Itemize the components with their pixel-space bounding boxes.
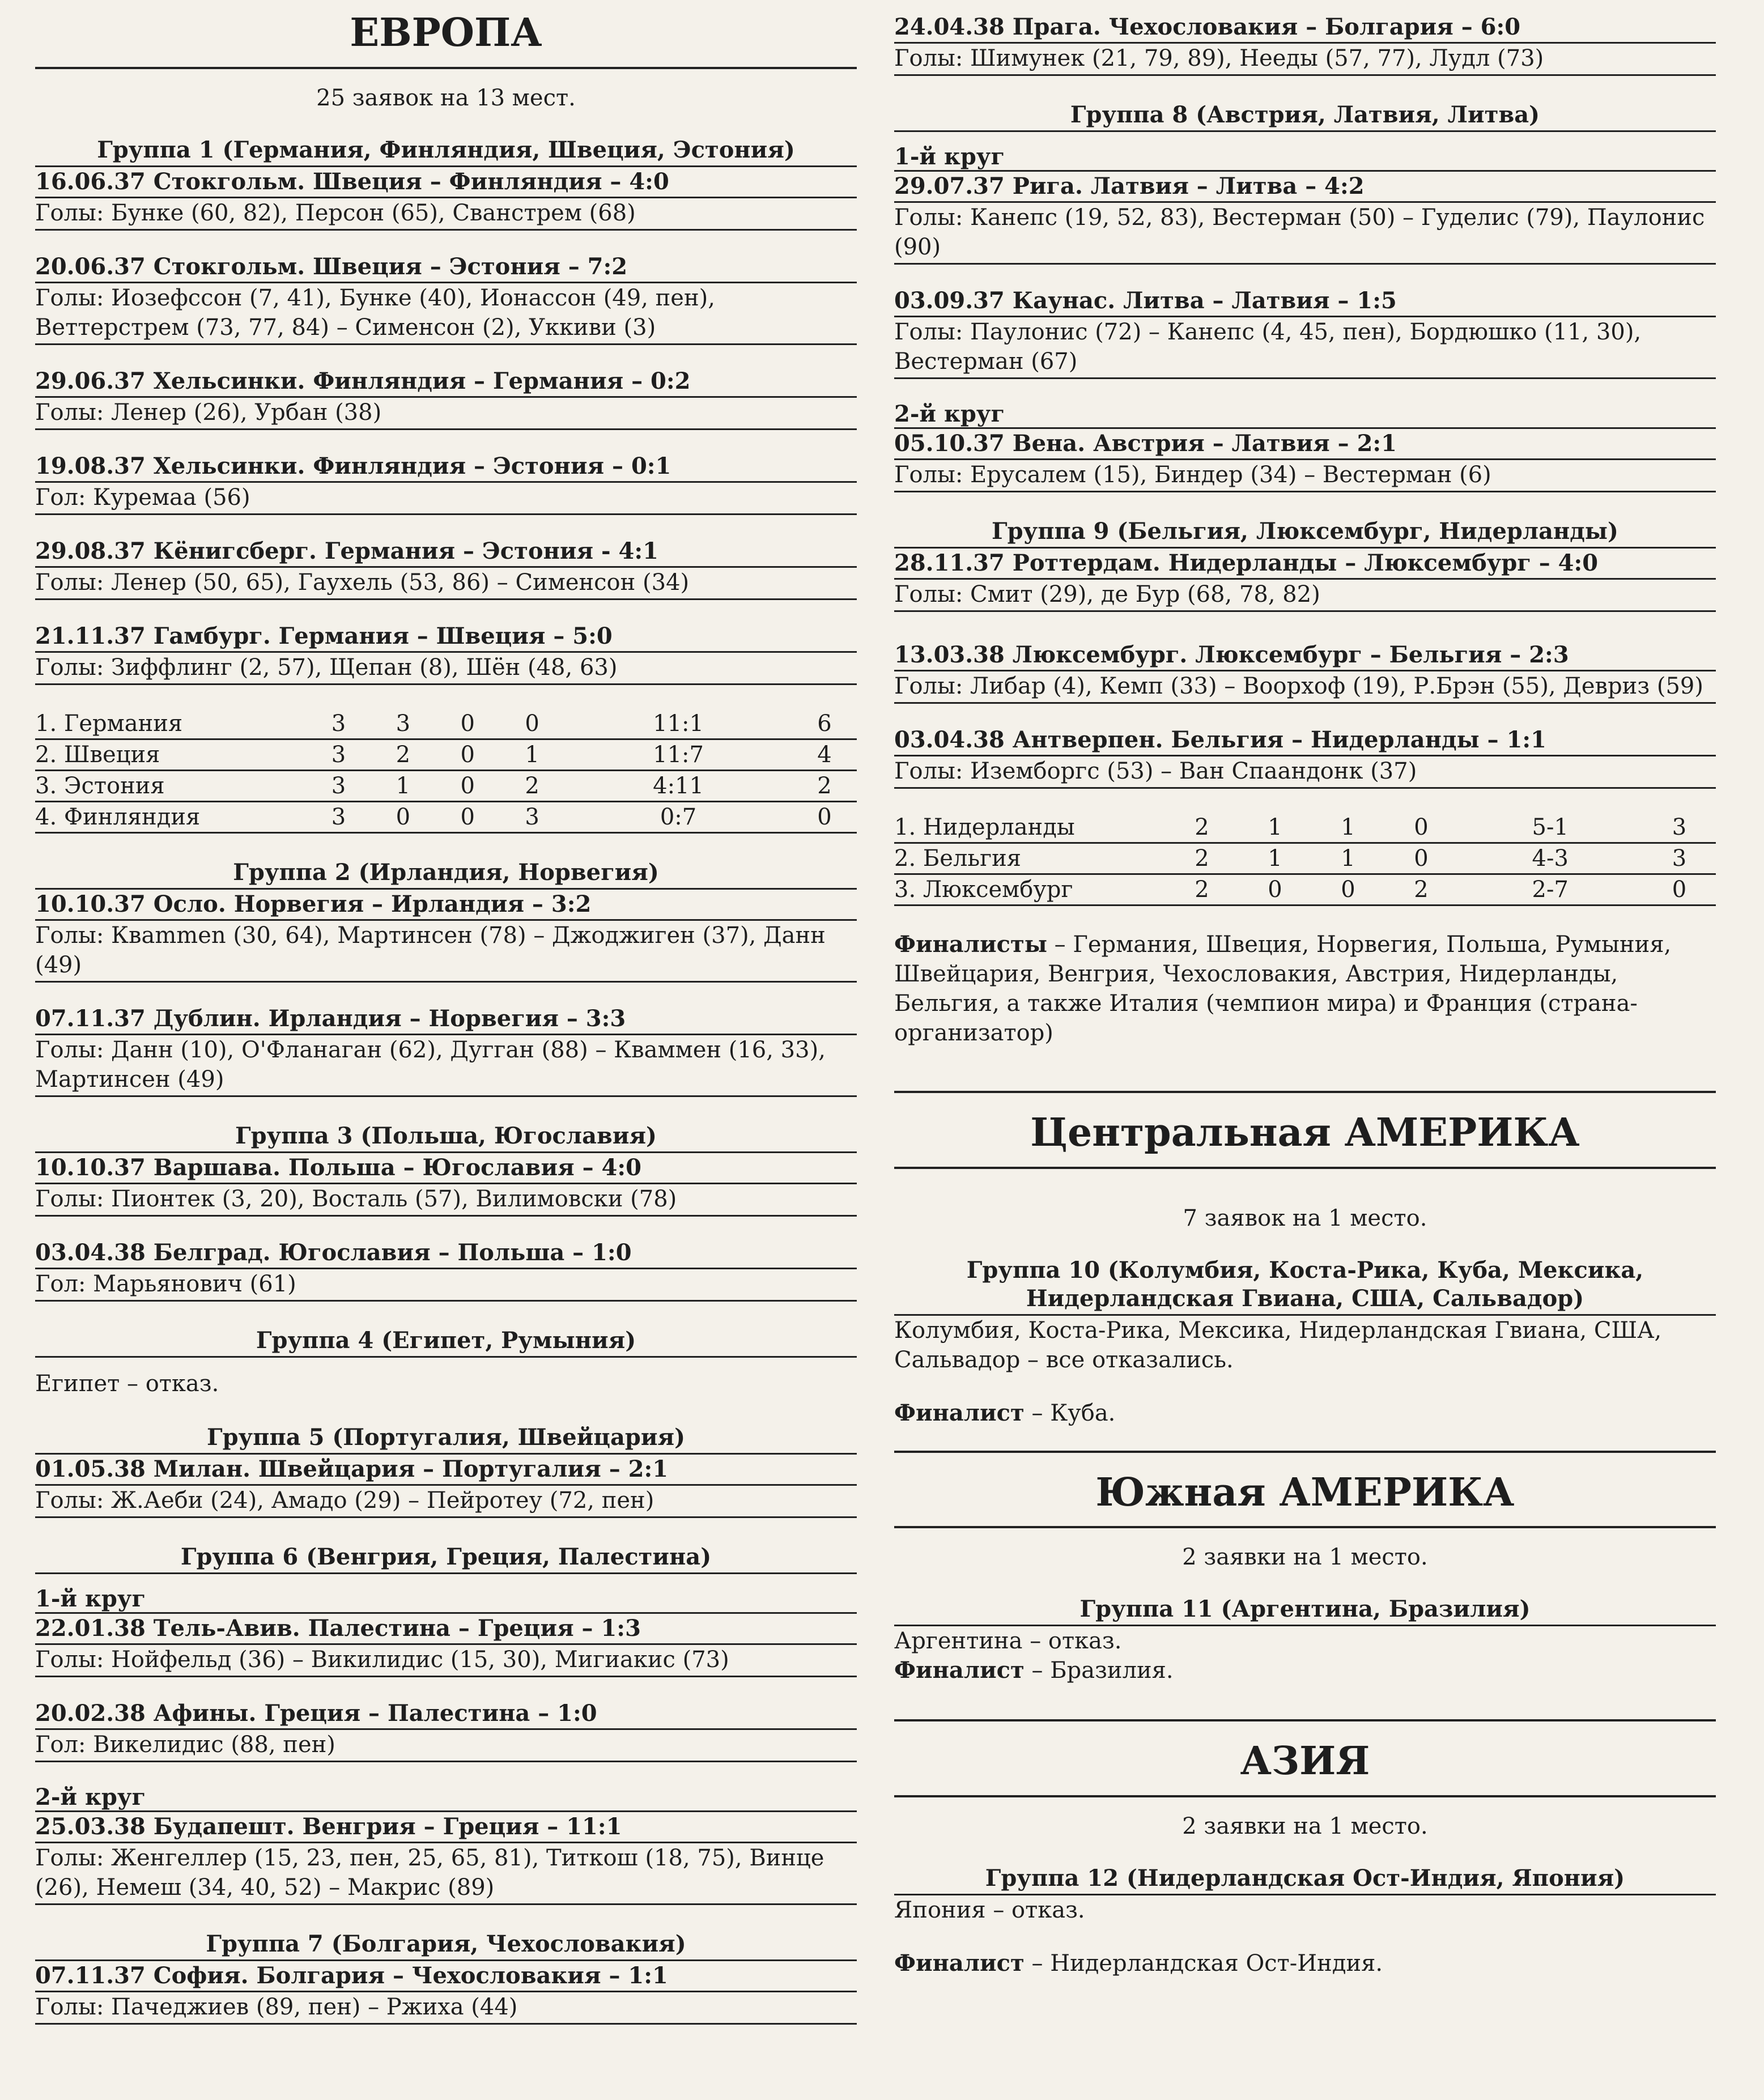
match: 22.01.38 Тель-Авив. Палестина – Греция – 1:3	[35, 1614, 857, 1645]
finalist-label: Финалист	[894, 1399, 1025, 1426]
match: 20.02.38 Афины. Греция – Палестина – 1:0	[35, 1699, 857, 1730]
cell: 6	[792, 709, 857, 739]
team: 4. Финляндия	[35, 801, 307, 832]
team: 3. Эстония	[35, 770, 307, 801]
europe-finalists	[894, 930, 1716, 1048]
right-column	[894, 0, 1716, 1978]
asia-finalist	[894, 1949, 1716, 1978]
cell: 2	[500, 770, 564, 801]
match: 20.06.37 Стокгольм. Швеция – Эстония – 7:2	[35, 252, 857, 283]
team: 2. Бельгия	[894, 843, 1166, 874]
group-2-title: Группа 2 (Ирландия, Норвегия)	[35, 858, 857, 890]
goals: Голы: Зиффлинг (2, 57), Щепан (8), Шён (48, 63)	[35, 653, 857, 685]
group-1-title: Группа 1 (Германия, Финляндия, Швеция, Эстония)	[35, 136, 857, 167]
cell: 0	[1385, 813, 1458, 843]
group-1-standings	[35, 709, 857, 834]
group-7-title: Группа 7 (Болгария, Чехословакия)	[35, 1930, 857, 1961]
cell: 0	[1385, 843, 1458, 874]
goals: Голы: Нойфельд (36) – Викилидис (15, 30), Мигиакис (73)	[35, 1645, 857, 1677]
left-column	[35, 0, 857, 2025]
finalist-text: – Нидерландская Ост-Индия.	[1024, 1950, 1383, 1976]
goals: Голы: Ленер (50, 65), Гаухель (53, 86) – Сименсон (34)	[35, 568, 857, 600]
cell: 2	[792, 770, 857, 801]
cell: 0	[1312, 874, 1385, 906]
team: 1. Нидерланды	[894, 813, 1166, 843]
region-subtitle-central-america: 7 заявок на 1 место.	[1183, 1205, 1427, 1231]
match: 29.07.37 Рига. Латвия – Литва – 4:2	[894, 172, 1716, 203]
finalist-text: – Куба.	[1024, 1400, 1116, 1426]
group-4-title: Группа 4 (Египет, Румыния)	[35, 1327, 857, 1358]
goals: Голы: Канепс (19, 52, 83), Вестерман (50) – Гуделис (79), Паулонис (90)	[894, 203, 1716, 265]
finalists-text: – Германия, Швеция, Норвегия, Польша, Румыния, Швейцария, Венгрия, Чехословакия, Австрия, Нидерланды, Бельгия, а также Италия (чемпион мира) и Франция (страна-организатор)	[894, 932, 1672, 1046]
group-6-title: Группа 6 (Венгрия, Греция, Палестина)	[35, 1543, 857, 1574]
team: 1. Германия	[35, 709, 307, 739]
finalists-label: Финалисты	[894, 931, 1047, 958]
match: 03.04.38 Антверпен. Бельгия – Нидерланды – 1:1	[894, 725, 1716, 756]
cell: 1	[1239, 843, 1312, 874]
cell: 2	[1166, 843, 1239, 874]
goals: Гол: Викелидис (88, пен)	[35, 1730, 857, 1762]
cell: 3	[1643, 813, 1716, 843]
cell: 3	[371, 709, 435, 739]
cell: 4	[792, 739, 857, 770]
cell: 0	[435, 709, 500, 739]
cell: 3	[307, 709, 371, 739]
cell: 11:7	[564, 739, 792, 770]
cell: 2	[1166, 813, 1239, 843]
cell: 0	[1239, 874, 1312, 906]
match: 01.05.38 Милан. Швейцария – Португалия – 2:1	[35, 1455, 857, 1486]
match: 21.11.37 Гамбург. Германия – Швеция – 5:0	[35, 622, 857, 653]
spacer	[894, 1048, 1716, 1082]
group-9-title: Группа 9 (Бельгия, Люксембург, Нидерланды)	[894, 517, 1716, 549]
cell: 0	[500, 709, 564, 739]
cell: 4:11	[564, 770, 792, 801]
standings-row	[894, 813, 1716, 843]
match: 25.03.38 Будапешт. Венгрия – Греция – 11:1	[35, 1812, 857, 1843]
cell: 2-7	[1458, 874, 1643, 906]
round-label: 2-й круг	[35, 1784, 857, 1812]
goals: Голы: Паулонис (72) – Канепс (4, 45, пен), Бордюшко (11, 30), Вестерман (67)	[894, 317, 1716, 379]
goals: Голы: Шимунек (21, 79, 89), Нееды (57, 77), Лудл (73)	[894, 44, 1716, 76]
cell: 1	[1312, 813, 1385, 843]
match: 16.06.37 Стокгольм. Швеция – Финляндия – 4:0	[35, 167, 857, 198]
group-3-title: Группа 3 (Польша, Югославия)	[35, 1122, 857, 1153]
goals: Голы: Иозефссон (7, 41), Бунке (40), Ионассон (49, пен), Веттерстрем (73, 77, 84) – Сименсон (2), Уккиви (3)	[35, 283, 857, 345]
region-subtitle-asia: 2 заявки на 1 место.	[1182, 1813, 1428, 1839]
goals: Голы: Пачеджиев (89, пен) – Ржиха (44)	[35, 1992, 857, 2025]
group-5-title: Группа 5 (Португалия, Швейцария)	[35, 1423, 857, 1455]
cell: 1	[1312, 843, 1385, 874]
region-title-central-america: Центральная АМЕРИКА	[894, 1091, 1716, 1169]
cell: 0	[435, 770, 500, 801]
cell: 1	[371, 770, 435, 801]
group-11-text: Аргентина – отказ.	[894, 1628, 1122, 1655]
region-title-south-america: Южная АМЕРИКА	[894, 1451, 1716, 1529]
cell: 0	[371, 801, 435, 832]
group-11-title: Группа 11 (Аргентина, Бразилия)	[894, 1595, 1716, 1626]
cell: 3	[307, 801, 371, 832]
group-10-title: Группа 10 (Колумбия, Коста-Рика, Куба, Мексика, Нидерландская Гвиана, США, Сальвадор)	[894, 1256, 1716, 1316]
goals: Голы: Бунке (60, 82), Персон (65), Сванстрем (68)	[35, 198, 857, 231]
team: 2. Швеция	[35, 739, 307, 770]
region-title-europe: ЕВРОПА	[35, 0, 857, 69]
round-label: 2-й круг	[894, 401, 1716, 429]
match: 10.10.37 Осло. Норвегия – Ирландия – 3:2	[35, 890, 857, 921]
south-america-finalist	[894, 1656, 1716, 1685]
match: 07.11.37 София. Болгария – Чехословакия – 1:1	[35, 1961, 857, 1992]
cell: 2	[1166, 874, 1239, 906]
goals: Гол: Марьянович (61)	[35, 1269, 857, 1302]
goals: Голы: Женгеллер (15, 23, пен, 25, 65, 81), Титкош (18, 75), Винце (26), Немеш (34, 40, 52) – Макрис (89)	[35, 1843, 857, 1905]
central-america-finalist	[894, 1398, 1716, 1428]
region-subtitle-south-america: 2 заявки на 1 место.	[1182, 1544, 1428, 1571]
cell: 1	[500, 739, 564, 770]
cell: 0	[435, 801, 500, 832]
standings-row	[35, 709, 857, 739]
group-12-text: Япония – отказ.	[894, 1897, 1085, 1923]
match: 05.10.37 Вена. Австрия – Латвия – 2:1	[894, 429, 1716, 460]
group-12-title: Группа 12 (Нидерландская Ост-Индия, Япония)	[894, 1864, 1716, 1895]
goals: Голы: Ленер (26), Урбан (38)	[35, 398, 857, 430]
round-label: 1-й круг	[35, 1585, 857, 1614]
goals: Голы: Ж.Аеби (24), Амадо (29) – Пейротеу (72, пен)	[35, 1486, 857, 1518]
cell: 5-1	[1458, 813, 1643, 843]
cell: 3	[500, 801, 564, 832]
goals: Голы: Ерусалем (15), Биндер (34) – Вестерман (6)	[894, 460, 1716, 492]
cell: 3	[307, 739, 371, 770]
match: 28.11.37 Роттердам. Нидерланды – Люксембург – 4:0	[894, 549, 1716, 580]
cell: 0	[435, 739, 500, 770]
match: 03.09.37 Каунас. Литва – Латвия – 1:5	[894, 286, 1716, 317]
region-title-asia: АЗИЯ	[894, 1719, 1716, 1797]
cell: 2	[1385, 874, 1458, 906]
cell: 3	[1643, 843, 1716, 874]
group-8-title: Группа 8 (Австрия, Латвия, Литва)	[894, 101, 1716, 132]
match: 13.03.38 Люксембург. Люксембург – Бельгия – 2:3	[894, 640, 1716, 671]
goals: Гол: Куремаа (56)	[35, 483, 857, 515]
finalist-label: Финалист	[894, 1949, 1025, 1976]
goals: Голы: Квammen (30, 64), Мартинсен (78) – Джоджиген (37), Данн (49)	[35, 921, 857, 983]
standings-row	[35, 739, 857, 770]
group-9-standings	[894, 813, 1716, 906]
team: 3. Люксембург	[894, 874, 1166, 906]
match: 24.04.38 Прага. Чехословакия – Болгария – 6:0	[894, 12, 1716, 44]
finalist-text: – Бразилия.	[1024, 1657, 1174, 1684]
goals: Голы: Смит (29), де Бур (68, 78, 82)	[894, 580, 1716, 612]
cell: 11:1	[564, 709, 792, 739]
round-label: 1-й круг	[894, 143, 1716, 172]
group-10-text: Колумбия, Коста-Рика, Мексика, Нидерландская Гвиана, США, Сальвадор – все отказались.	[894, 1317, 1662, 1373]
goals: Голы: Либар (4), Кемп (33) – Воорхоф (19), Р.Брэн (55), Девриз (59)	[894, 671, 1716, 704]
standings-row	[35, 770, 857, 801]
goals: Голы: Пионтек (3, 20), Восталь (57), Вилимовски (78)	[35, 1184, 857, 1217]
standings-row	[894, 843, 1716, 874]
match: 29.08.37 Кёнигсберг. Германия – Эстония - 4:1	[35, 537, 857, 568]
match: 03.04.38 Белград. Югославия – Польша – 1:0	[35, 1238, 857, 1269]
cell: 1	[1239, 813, 1312, 843]
cell: 4-3	[1458, 843, 1643, 874]
group-4-text: Египет – отказ.	[35, 1370, 219, 1397]
match: 07.11.37 Дублин. Ирландия – Норвегия – 3:3	[35, 1004, 857, 1035]
cell: 0	[1643, 874, 1716, 906]
region-subtitle-europe: 25 заявок на 13 мест.	[316, 84, 576, 111]
match: 29.06.37 Хельсинки. Финляндия – Германия – 0:2	[35, 367, 857, 398]
standings-row	[894, 874, 1716, 906]
cell: 0:7	[564, 801, 792, 832]
cell: 3	[307, 770, 371, 801]
match: 19.08.37 Хельсинки. Финляндия – Эстония – 0:1	[35, 452, 857, 483]
match: 10.10.37 Варшава. Польша – Югославия – 4:0	[35, 1153, 857, 1184]
cell: 2	[371, 739, 435, 770]
finalist-label: Финалист	[894, 1657, 1025, 1684]
goals: Голы: Иземборгс (53) – Ван Спаандонк (37)	[894, 756, 1716, 789]
standings-row	[35, 801, 857, 832]
goals: Голы: Данн (10), О'Фланаган (62), Дугган (88) – Кваммен (16, 33), Мартинсен (49)	[35, 1035, 857, 1097]
cell: 0	[792, 801, 857, 832]
